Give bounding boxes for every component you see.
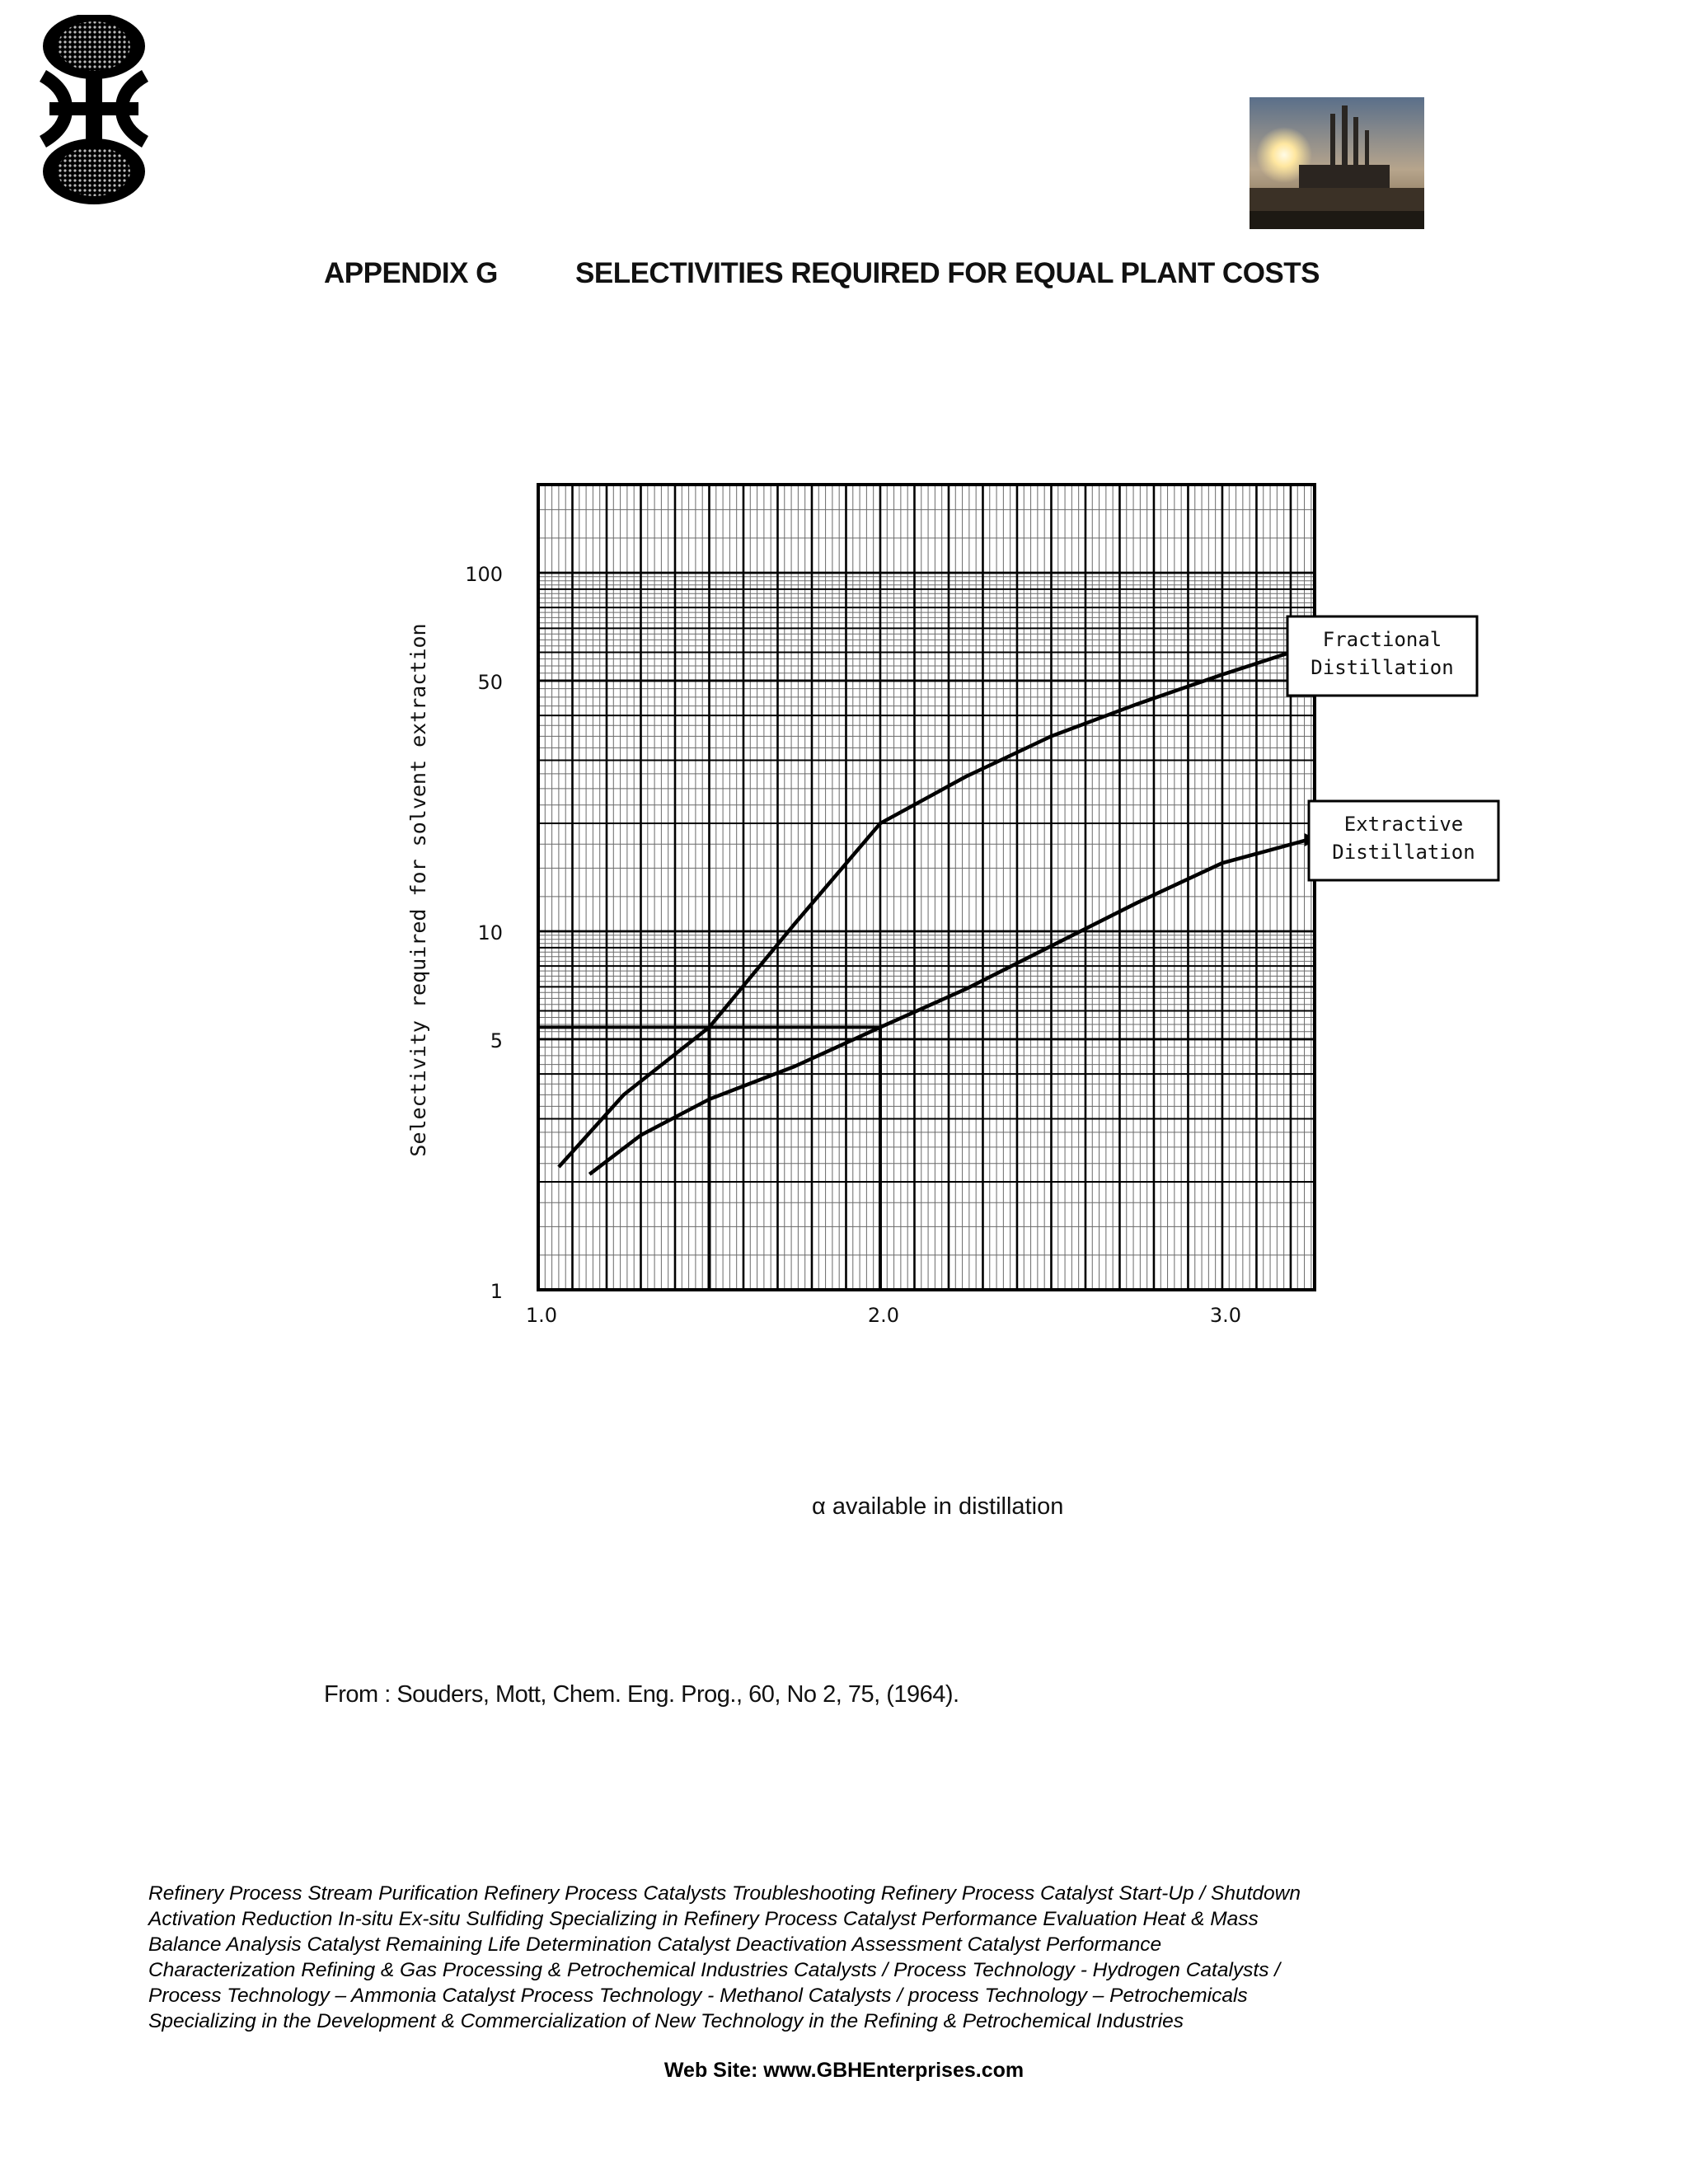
y-tick-label: 100 [465, 563, 503, 586]
x-tick-label: 2.0 [867, 1304, 900, 1327]
appendix-title-text: SELECTIVITIES REQUIRED FOR EQUAL PLANT COSTS [575, 257, 1320, 289]
x-tick-label: 1.0 [525, 1304, 558, 1327]
x-axis-label: α available in distillation [812, 1493, 1064, 1520]
footer-services-text [148, 1881, 1451, 2034]
legend-label: Distillation [1332, 841, 1475, 864]
y-tick-label: 1 [490, 1280, 503, 1303]
legend-label: Extractive [1343, 813, 1464, 836]
citation-text: From : Souders, Mott, Chem. Eng. Prog., 60, No 2, 75, (1964). [324, 1681, 959, 1708]
footer-line: Specializing in the Development & Commercialization of New Technology in the Refining & Petrochemical Industries [148, 2010, 1184, 2032]
footer-line: Process Technology – Ammonia Catalyst Process Technology - Methanol Catalysts / process Technology – Petrochemicals [148, 1985, 1248, 2007]
x-tick-label: 3.0 [1209, 1304, 1242, 1327]
footer-line: Activation Reduction In-situ Ex-situ Sulfiding Specializing in Refinery Process Catalyst Performance Evaluation Heat & Mass [148, 1908, 1259, 1930]
chart-grid-minor [538, 485, 1315, 1290]
guide-lines [538, 1027, 880, 1290]
legend-label: Fractional [1322, 628, 1442, 651]
legend-extractive-distillation [1309, 801, 1498, 880]
y-axis-label: Selectivity required for solvent extraction [406, 623, 430, 1157]
appendix-label: APPENDIX G [324, 257, 498, 289]
y-tick-label: 10 [477, 921, 503, 944]
footer-line: Characterization Refining & Gas Processing & Petrochemical Industries Catalysts / Process Technology - Hydrogen Catalysts / [148, 1959, 1281, 1981]
footer-line: Refinery Process Stream Purification Refinery Process Catalysts Troubleshooting Refinery Process Catalyst Start-Up / Shutdown [148, 1882, 1301, 1905]
y-tick-label: 5 [490, 1029, 503, 1052]
footer-line: Balance Analysis Catalyst Remaining Life Determination Catalyst Deactivation Assessment Catalyst Performance [148, 1933, 1162, 1956]
y-tick-label: 50 [477, 670, 503, 694]
legend-label: Distillation [1311, 656, 1454, 679]
legend-boxes [1287, 616, 1498, 880]
legend-fractional-distillation [1287, 616, 1477, 696]
website-link[interactable]: Web Site: www.GBHEnterprises.com [663, 2059, 1025, 2082]
